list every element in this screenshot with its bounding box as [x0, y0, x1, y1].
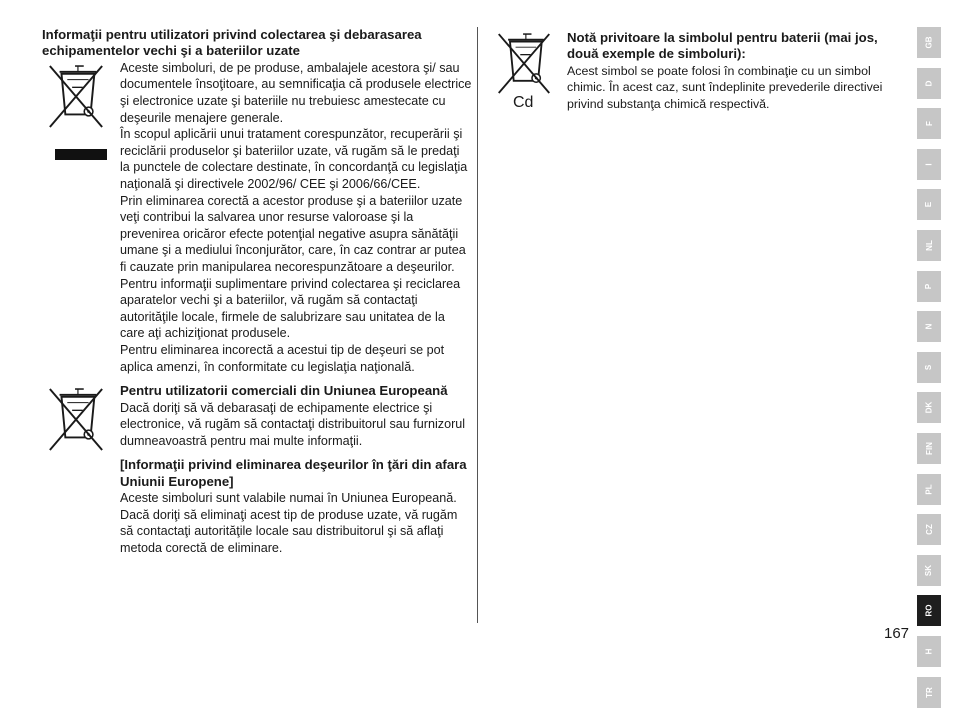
language-tab-fin[interactable]: [917, 433, 941, 464]
weee-info-text: [120, 60, 472, 375]
language-tab-pl[interactable]: [917, 474, 941, 505]
non-eu-text: [120, 457, 472, 556]
crossed-out-wheeled-bin-icon: [46, 63, 106, 131]
language-tab-n[interactable]: [917, 311, 941, 342]
paragraph: Pentru informaţii suplimentare privind colectarea şi reciclarea aparatelor vechi şi a bateriilor, vă rugăm să contactaţi autorităţile locale, firmele de salubrizare sau unitatea de la care aţi achiziţionat produsele.: [120, 276, 461, 341]
page-number: 167: [884, 625, 910, 642]
language-tab-label: S: [924, 364, 934, 371]
language-tab-s[interactable]: [917, 352, 941, 383]
paragraph: Prin eliminarea corectă a acestor produse şi a bateriilor uzate veţi contribui la salvarea unor resurse valoroase şi la prevenirea oricăror efecte potenţial negative asupra sănătăţii umane şi a mediului înconjurător, care, în caz contrar ar putea fi cauzate prin manipularea necorespunzătoare a deşeurilor.: [120, 193, 466, 274]
non-eu-block: [42, 457, 472, 556]
chemical-symbol: Cd: [513, 94, 534, 111]
crossed-out-wheeled-bin-icon: [495, 31, 553, 97]
crossed-out-wheeled-bin-icon: [46, 386, 106, 454]
language-tab-label: DK: [924, 401, 934, 414]
right-column: [493, 30, 908, 113]
language-tab-label: CZ: [924, 524, 934, 535]
language-tab-label: NL: [924, 240, 934, 251]
language-tab-nl[interactable]: [917, 230, 941, 261]
language-tab-i[interactable]: [917, 149, 941, 180]
language-tab-label: TR: [924, 687, 934, 698]
eu-commercial-block: [42, 383, 472, 449]
language-tab-sk[interactable]: [917, 555, 941, 586]
language-tab-dk[interactable]: [917, 392, 941, 423]
weee-info-block: [42, 60, 472, 375]
paragraph: Dacă doriţi să vă debarasaţi de echipamente electrice şi electronice, vă rugăm să contactaţi distribuitorul sau furnizorul dumneavoastră pentru mai multe informaţii.: [120, 400, 466, 448]
paragraph: Pentru eliminarea incorectă a acestui tip de deşeuri se pot aplica amenzi, în conformitate cu legislaţia naţională.: [120, 342, 445, 374]
language-tab-tr[interactable]: [917, 677, 941, 708]
language-tab-label: FIN: [924, 442, 934, 455]
language-tab-f[interactable]: [917, 108, 941, 139]
section-title: Notă privitoare la simbolul pentru baterii (mai jos, două exemple de simboluri):: [567, 30, 878, 62]
paragraph: În scopul aplicării unui tratament corespunzător, recuperării şi reciclării produselor şi bateriilor uzate, vă rugăm să le predaţi la punctele de colectare destinate, în concordanţă cu legislaţia naţională şi directivele 2002/96/ CEE şi 2006/66/CEE.: [120, 127, 468, 191]
language-tab-label: N: [924, 323, 934, 330]
language-tab-label: E: [924, 201, 934, 208]
subsection-title: Pentru utilizatorii comerciali din Uniunea Europeană: [120, 383, 448, 399]
language-tab-e[interactable]: [917, 189, 941, 220]
subsection-title: [Informaţii privind eliminarea deşeurilor în ţări din afara Uniunii Europene]: [120, 457, 467, 489]
paragraph: Acest simbol se poate folosi în combinaţie cu un simbol chimic. În acest caz, sunt îndeplinite prevederile directivei privind substanţa chimică respectivă.: [567, 63, 883, 111]
language-tab-label: GB: [924, 36, 934, 49]
language-tab-label: RO: [924, 604, 934, 617]
language-tab-cz[interactable]: [917, 514, 941, 545]
language-tab-label: P: [924, 283, 934, 290]
section-title: Informaţii pentru utilizatori privind colectarea şi debarasarea echipamentelor vechi şi a bateriilor uzate: [42, 27, 422, 59]
paragraph: Aceste simboluri sunt valabile numai în Uniunea Europeană. Dacă doriţi să eliminaţi acest tip de produse uzate, vă rugăm să contactaţi autorităţile locale sau distribuitorul şi să aflaţi metoda corectă de eliminare.: [120, 491, 458, 555]
eu-commercial-text: [120, 383, 472, 449]
paragraph: Aceste simboluri, de pe produse, ambalajele acestora şi/ sau documentele însoţitoare, au semnificaţia că produsele electrice şi electronice uzate şi bateriile nu trebuiesc amestecate cu deşeurile menajere generale.: [120, 60, 472, 125]
language-tab-label: D: [924, 80, 934, 87]
column-divider: [477, 27, 478, 623]
language-tab-label: H: [924, 648, 934, 655]
language-tab-ro[interactable]: [917, 595, 941, 626]
language-tab-label: F: [924, 121, 934, 126]
language-tab-label: PL: [924, 484, 934, 495]
language-tab-p[interactable]: [917, 271, 941, 302]
solid-bar-symbol: [55, 149, 107, 160]
language-tab-h[interactable]: [917, 636, 941, 667]
language-tab-d[interactable]: [917, 68, 941, 99]
language-tab-label: SK: [924, 564, 934, 577]
battery-symbol-block: [493, 30, 908, 113]
language-tab-label: I: [924, 163, 934, 166]
left-column: [42, 27, 472, 556]
language-tab-gb[interactable]: [917, 27, 941, 58]
battery-symbol-text: [567, 30, 908, 113]
